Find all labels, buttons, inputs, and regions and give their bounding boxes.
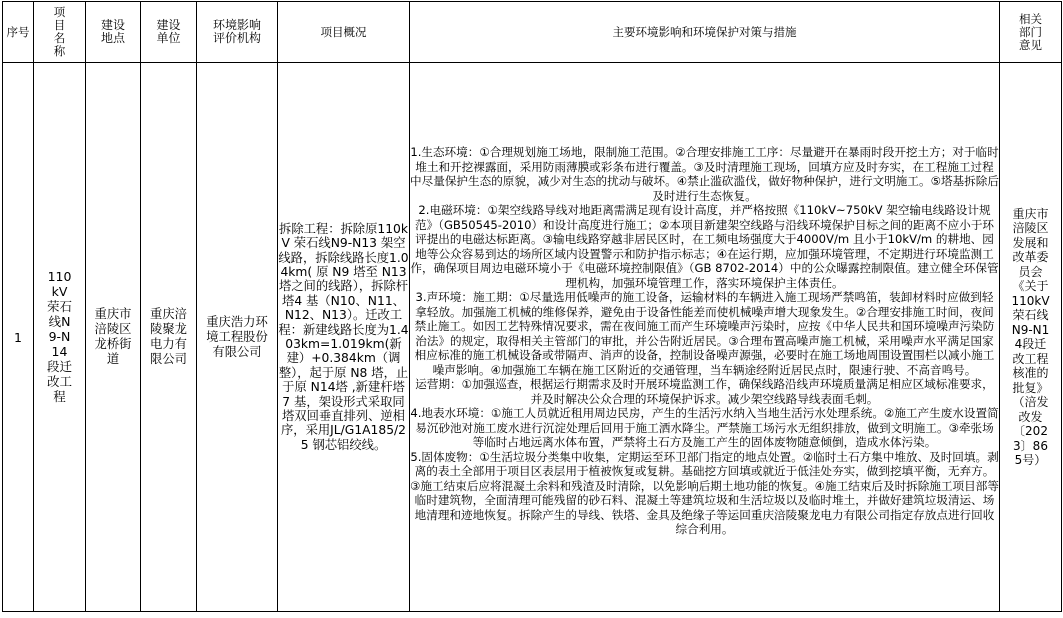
- measures-list: [410, 137, 999, 537]
- measure-noise-construction: 3.声环境：施工期：①尽量选用低噪声的施工设备，运输材料的车辆进入施工现场严禁鸣笛，装卸材料时应做到轻拿轻放。加强施工机械的维修保养，避免由于设备性能差而使机械噪声增大现象发生。②合理安排施工时间，夜间禁止施工。如因工艺特殊情况要求，需在夜间施工而产生环境噪声污染时，应按《中华人民共和国环境噪声污染防治法》的规定，取得相关主管部门的审批，并公告附近居民。③合理布置高噪声施工机械，采用噪声水平满足国家相应标准的施工机械设备或带隔声、消声的设备，控制设备噪声源强，必要时在施工场地周围设置围栏以减小施工噪声影响。④加强施工车辆在施工区附近的交通管理，当车辆途经附近居民点时，限速行驶、不高音鸣号。: [414, 290, 995, 377]
- header-overview-label: 项目概况: [320, 25, 367, 39]
- header-seq-label: 序号: [6, 25, 30, 39]
- measure-noise-operation: 运营期：①加强巡查，根据运行期需求及时开展环境监测工作，确保线路沿线声环境质量满足相应区域标准要求，并及时解决公众合理的环境保护诉求。减少架空线路导线表面毛刺。: [415, 377, 994, 406]
- header-unit-label: 建设单位: [156, 18, 181, 45]
- measure-solid-waste: 5.固体废物：①生活垃圾分类集中收集，定期运至环卫部门指定的地点处置。②临时土石方集中堆放、及时回填。剥离的表土全部用于项目区表层用于植被恢复或复耕。基础挖方回填或就近于低洼处夯实，做到挖填平衡，无弃方。③施工结束后应将混凝土余料和残渣及时清除，以免影响后期土地功能的恢复。④施工结束后及时拆除施工项目部等临时建筑物，全面清理可能残留的砂石料、混凝土等建筑垃圾和生活垃圾以及临时堆土，并做好建筑垃圾清运、场地清理和迹地恢复。拆除产生的导线、铁塔、金具及绝缘子等运回重庆涪陵聚龙电力有限公司指定存放点进行回收综合利用。: [410, 449, 999, 537]
- project-table: [2, 1, 1062, 612]
- header-eia-label: 环境影响评价机构: [213, 18, 262, 45]
- cell-name-text: 110kV荣石线N9-N14段迁改工程: [46, 269, 72, 404]
- header-overview: [278, 2, 410, 63]
- header-measures: [410, 2, 1000, 63]
- header-measures-label: 主要环境影响和环境保护对策与措施: [612, 25, 797, 39]
- cell-eia: [197, 63, 278, 612]
- cell-unit-text: 重庆涪陵聚龙电力有限公司: [150, 307, 187, 366]
- cell-seq-text: 1: [14, 329, 22, 345]
- measure-electromagnetic: 2.电磁环境：①架空线路导线对地距离需满足现有设计高度，并严格按照《110kV~750kV 架空输电线路设计规范》（GB50545-2010）和设计高度进行施工；②本项目新建架空线路与沿线环境保护目标之间的距离不应小于环评提出的电磁达标距离。③输电线路穿越非居民区时，在工频电场强度大于4000V/m 且小于10kV/m 的耕地、园地等公众容易到达的场所区域内设置警示和防护指示标志；④在运行期，应加强环境管理，不定期进行环境监测工作，确保项目周边电磁环境小于《电磁环境控制限值》（GB 8702-2014）中的公众曝露控制限值。建立健全环保管理机构，加强环境管理工作，落实环境保护主体责任。: [410, 203, 999, 290]
- cell-dept: [1000, 63, 1062, 612]
- header-row: [3, 2, 1062, 63]
- header-location-label: 建设地点: [101, 18, 126, 45]
- dept-text: 重庆市涪陵区发展和改革委员会《关于110kV荣石线N9-N14段迁改工程核准的批复》（涪发改发〔2023〕865号）: [1011, 206, 1050, 467]
- header-unit: [141, 2, 197, 63]
- cell-overview: [278, 63, 410, 612]
- measure-ecology: 1.生态环境：①合理规划施工场地，限制施工范围。②合理安排施工工序：尽量避开在暴雨时段开挖土方；对于临时堆土和开挖裸露面，采用防雨薄膜或彩条布进行覆盖。③及时清理施工现场，回填方应及时夯实，在工程施工过程中尽量保护生态的原貌，减少对生态的扰动与破坏。④禁止滥砍滥伐，做好物种保护，进行文明施工。⑤塔基拆除后及时进行生态恢复。: [410, 145, 999, 203]
- header-location: [86, 2, 141, 63]
- header-seq: [3, 2, 34, 63]
- cell-location: [86, 63, 141, 612]
- header-eia: [197, 2, 278, 63]
- cell-measures: [410, 63, 1000, 612]
- table-row: [3, 63, 1062, 612]
- measure-surface-water: 4.地表水环境：①施工人员就近租用周边民房，产生的生活污水纳入当地生活污水处理系统。②施工产生废水设置简易沉砂池对施工废水进行沉淀处理后回用于施工洒水降尘。严禁施工场污水无组织排放，做到文明施工。③牵张场等临时占地远离水体布置，严禁将土石方及施工产生的固体废物随意倾倒，造成水体污染。: [410, 406, 999, 450]
- header-dept: [1000, 2, 1062, 63]
- header-dept-label: 相关部门意见: [1019, 11, 1042, 52]
- header-name: [34, 2, 86, 63]
- cell-eia-text: 重庆浩力环境工程股份有限公司: [206, 314, 268, 359]
- cell-name: [34, 63, 86, 612]
- header-name-label: 项目名称: [53, 5, 66, 58]
- cell-location-text: 重庆市涪陵区龙桥街道: [94, 307, 132, 366]
- cell-overview-text: 拆除工程：拆除原110kV 荣石线N9-N13 架空线路，拆除线路长度1.04km( 原 N9 塔至 N13 塔之间的线路），拆除杆塔4 基（N10、N11、N12、N13）。迁改工程：新建线路长度为1.403km=1.019km(新建）+0.384km（调整），起于原 N8 塔，止于原 N14塔 ,新建杆塔 7 基，架设形式采取同塔双回垂直排列、逆相序，采用JL/G1A185/25 钢芯铝绞线。: [278, 221, 409, 452]
- cell-seq: [3, 63, 34, 612]
- cell-unit: [141, 63, 197, 612]
